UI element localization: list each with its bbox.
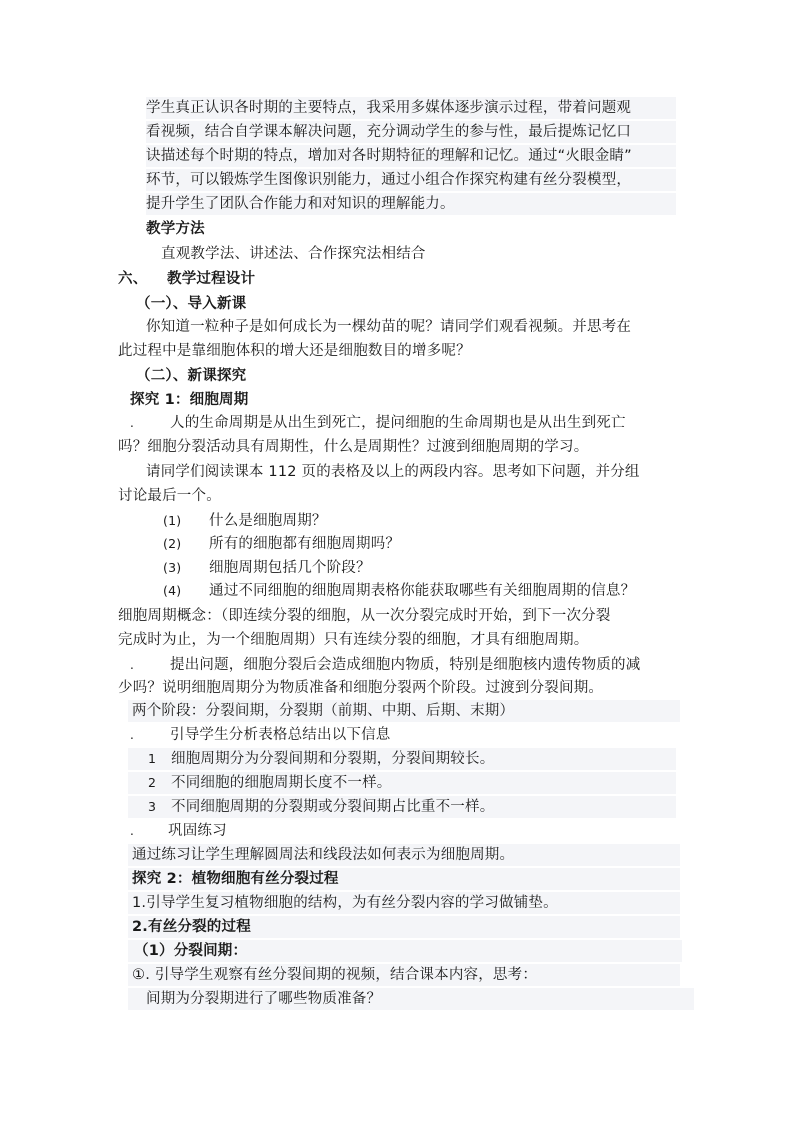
concept-line-2: 完成时为止，为一个细胞周期）只有连续分裂的细胞，才具有细胞周期。: [118, 632, 589, 648]
part2-heading: （二）、新课探究: [136, 368, 247, 384]
explore2-item-1: 1.引导学生复习植物细胞的结构，为有丝分裂内容的学习做铺垫。: [128, 892, 680, 914]
explore1-p2-line-2: 讨论最后一个。: [118, 488, 221, 504]
explore2-step-1: ①. 引导学生观察有丝分裂间期的视频，结合课本内容，思考：: [128, 964, 680, 986]
finding-1-number: 1: [148, 751, 157, 766]
intro-line-4: 环节，可以锻炼学生图像识别能力，通过小组合作探究构建有丝分裂模型，: [146, 169, 676, 191]
explore1-p5-text: 巩固练习: [168, 823, 227, 839]
finding-2-text: 不同细胞的细胞周期长度不一样。: [171, 775, 392, 791]
part1-line-2: 此过程中是靠细胞体积的增大还是细胞数目的增多呢？: [118, 343, 471, 359]
explore1-p4-text: 引导学生分析表格总结出以下信息: [170, 727, 391, 743]
finding-3-text: 不同细胞周期的分裂期或分裂间期占比重不一样。: [171, 799, 495, 815]
explore1-p3-line-2: 少吗？说明细胞周期分为物质准备和细胞分裂两个阶段。过渡到分裂间期。: [118, 680, 604, 696]
intro-line-1: 学生真正认识各时期的主要特点，我采用多媒体逐步演示过程，带着问题观: [146, 97, 676, 119]
question-4-text: 通过不同细胞的细胞周期表格你能获取哪些有关细胞周期的信息？: [209, 583, 636, 599]
practice-line: 通过练习让学生理解圆周法和线段法如何表示为细胞周期。: [128, 844, 680, 866]
explore1-p1-line-1: 人的生命周期是从出生到死亡，提问细胞的生命周期也是从出生到死亡: [170, 415, 626, 431]
explore1-p1-line-2: 吗？细胞分裂活动具有周期性，什么是周期性？过渡到细胞周期的学习。: [118, 439, 589, 455]
intro-line-3: 诀描述每个时期的特点，增加对各时期特征的理解和记忆。通过“火眼金睛”: [146, 145, 676, 167]
intro-line-2: 看视频，结合自学课本解决问题，充分调动学生的参与性，最后提炼记忆口: [146, 121, 676, 143]
explore2-item-2: 2.有丝分裂的过程: [128, 916, 680, 938]
finding-2-row: [128, 772, 676, 794]
finding-1-row: [128, 748, 676, 770]
question-1-text: 什么是细胞周期？: [209, 513, 327, 529]
explore2-heading: 探究 2：植物细胞有丝分裂过程: [128, 868, 680, 890]
concept-line-1: 细胞周期概念：（即连续分裂的细胞，从一次分裂完成时开始，到下一次分裂: [118, 608, 611, 624]
question-1-number: (1): [163, 513, 182, 528]
explore1-heading: 探究 1：细胞周期: [130, 392, 249, 408]
explore1-p2-line-1: 请同学们阅读课本 112 页的表格及以上的两段内容。思考如下问题，并分组: [146, 464, 640, 480]
explore1-p3-line-1: 提出问题，细胞分裂后会造成细胞内物质，特别是细胞核内遗传物质的减: [170, 657, 641, 673]
intro-line-5: 提升学生了团队合作能力和对知识的理解能力。: [146, 193, 676, 215]
part1-line-1: 你知道一粒种子是如何成长为一棵幼苗的呢？请同学们观看视频。并思考在: [146, 319, 632, 335]
question-2-number: (2): [163, 536, 182, 551]
explore1-p4-dot: .: [130, 728, 135, 742]
question-3-text: 细胞周期包括几个阶段？: [209, 560, 371, 576]
methods-text: 直观教学法、讲述法、合作探究法相结合: [161, 246, 426, 262]
explore2-sub-1: （1）分裂间期：: [128, 940, 682, 962]
question-3-number: (3): [163, 560, 182, 575]
section6-title: 教学过程设计: [167, 271, 256, 287]
question-2-text: 所有的细胞都有细胞周期吗？: [209, 536, 401, 552]
explore1-p5-dot: .: [130, 824, 135, 838]
part1-heading: （一）、导入新课: [136, 296, 247, 312]
section6-number: 六、: [118, 271, 148, 287]
explore2-step-1-question: 间期为分裂期进行了哪些物质准备？: [128, 988, 694, 1010]
finding-1-text: 细胞周期分为分裂间期和分裂期，分裂间期较长。: [171, 751, 495, 767]
question-4-number: (4): [163, 583, 182, 598]
stages-line: 两个阶段：分裂间期，分裂期（前期、中期、后期、末期）: [128, 700, 680, 722]
finding-3-number: 3: [148, 799, 157, 814]
explore1-p1-dot: .: [130, 416, 135, 430]
methods-heading: 教学方法: [146, 221, 205, 237]
finding-3-row: [128, 796, 676, 818]
explore1-p3-dot: .: [130, 658, 135, 672]
finding-2-number: 2: [148, 775, 157, 790]
